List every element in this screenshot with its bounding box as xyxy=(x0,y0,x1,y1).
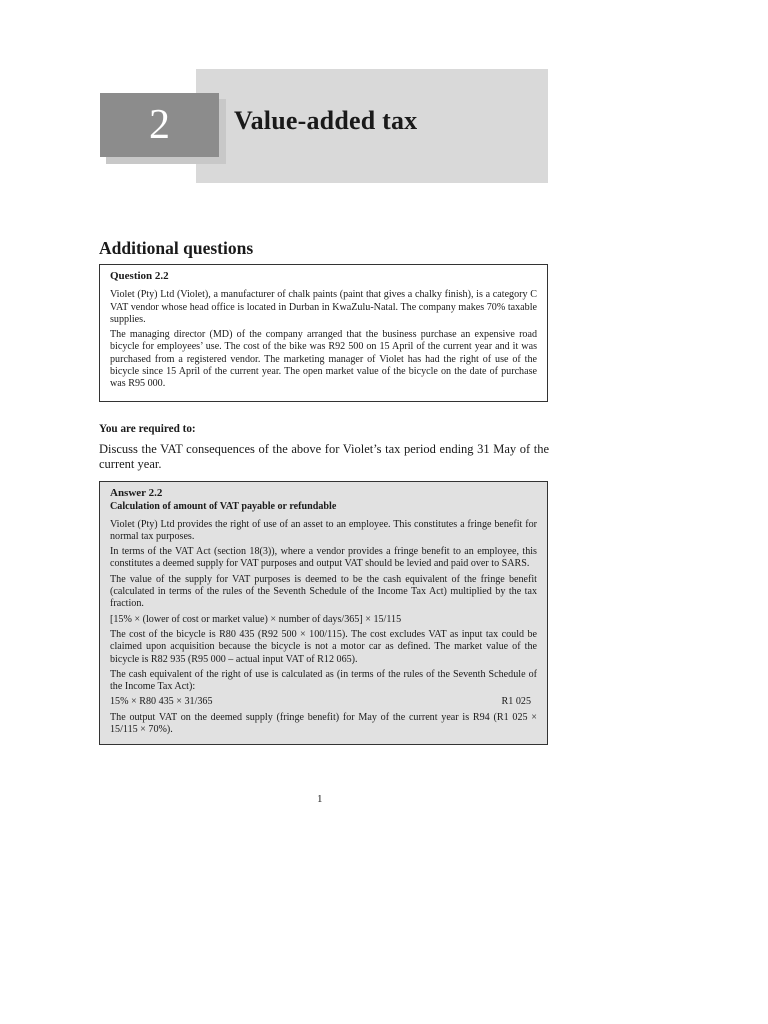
page-number: 1 xyxy=(317,793,323,805)
answer-conclusion: The output VAT on the deemed supply (fringe benefit) for May of the current year is R94 (R1 025 × 15/115 × 70%). xyxy=(110,711,537,736)
answer-paragraph: The value of the supply for VAT purposes is deemed to be the cash equivalent of the fringe benefit (calculated in terms of the rules of the Seventh Schedule of the Income Tax Act) multiplied by the tax fraction. xyxy=(110,573,537,610)
section-heading: Additional questions xyxy=(99,238,254,258)
question-title: Question 2.2 xyxy=(110,270,169,282)
question-box xyxy=(99,264,548,402)
required-text: Discuss the VAT consequences of the above for Violet’s tax period ending 31 May of the current year. xyxy=(99,442,549,471)
calculation-amount: R1 025 xyxy=(501,696,531,708)
calculation-row xyxy=(110,696,537,708)
question-paragraph: Violet (Pty) Ltd (Violet), a manufacturer of chalk paints (paint that gives a chalky finish), is a category C VAT vendor whose head office is located in Durban in KwaZulu-Natal. The company makes 70% taxable supplies. xyxy=(110,289,537,325)
question-paragraph: The managing director (MD) of the company arranged that the business purchase an expensive road bicycle for employees’ use. The cost of the bike was R92 500 on 15 April of the current year and it was purchased from a registered vendor. The marketing manager of Violet has had the right of use of the bicycle since 15 April of the current year. The open market value of the bicycle on the date of purchase was R95 000. xyxy=(110,329,537,390)
answer-formula: [15% × (lower of cost or market value) × number of days/365] × 15/115 xyxy=(110,613,402,625)
calculation-formula: 15% × R80 435 × 31/365 xyxy=(110,696,213,708)
answer-subtitle: Calculation of amount of VAT payable or refundable xyxy=(110,501,337,513)
chapter-title: Value-added tax xyxy=(234,106,418,135)
answer-box xyxy=(99,481,548,745)
answer-paragraph: In terms of the VAT Act (section 18(3)), where a vendor provides a fringe benefit to an employee, this constitutes a deemed supply for VAT purposes and output VAT should be levied and paid over to SARS. xyxy=(110,546,537,570)
answer-paragraph: Violet (Pty) Ltd provides the right of use of an asset to an employee. This constitutes a fringe benefit for normal tax purposes. xyxy=(110,518,537,542)
answer-paragraph: The cost of the bicycle is R80 435 (R92 500 × 100/115). The cost excludes VAT as input tax could be claimed upon acquisition because the bicycle is not a motor car as defined. The market value of the bicycle is R82 935 (R95 000 – actual input VAT of R12 065). xyxy=(110,628,537,665)
answer-paragraph: The cash equivalent of the right of use is calculated as (in terms of the rules of the Seventh Schedule of the Income Tax Act): xyxy=(110,668,537,693)
required-heading: You are required to: xyxy=(99,423,196,435)
chapter-number: 2 xyxy=(100,93,219,157)
answer-title: Answer 2.2 xyxy=(110,487,163,499)
